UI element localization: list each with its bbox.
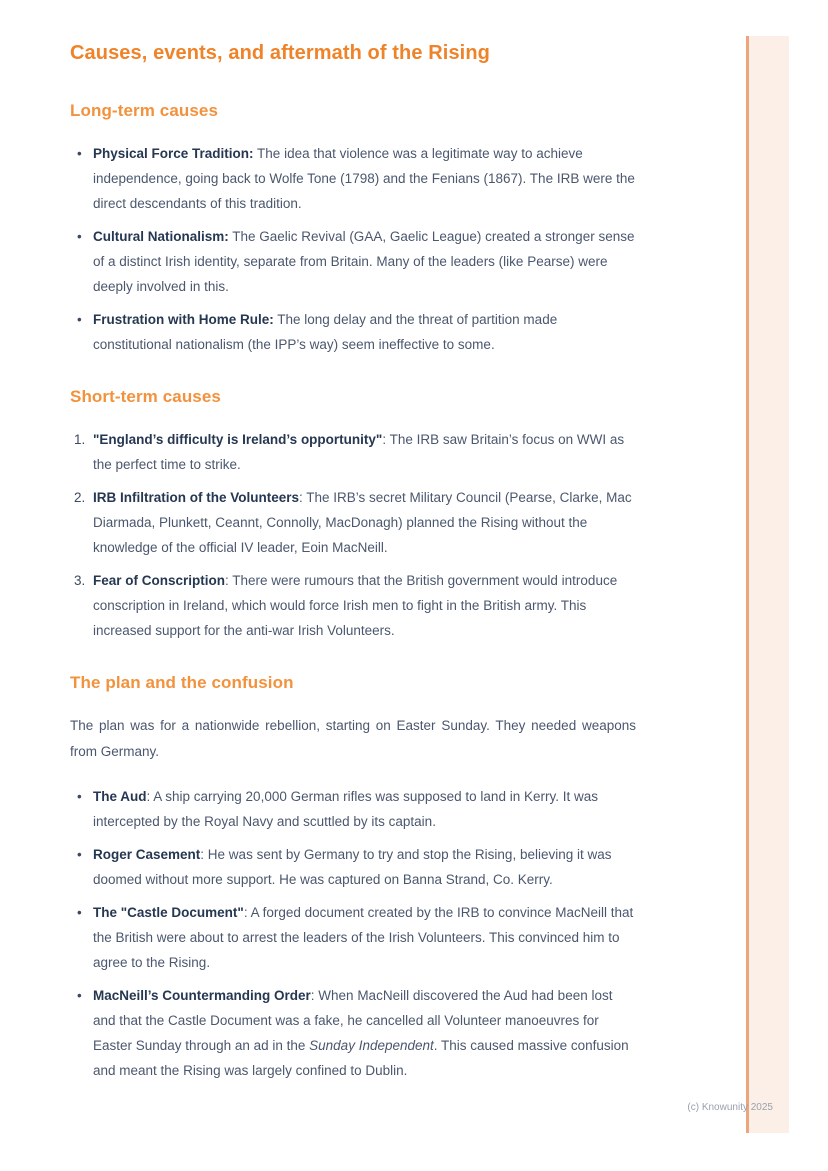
item-body-text: : The IRB saw Britain’s focus on WWI as the perfect time to strike. bbox=[93, 432, 625, 472]
intro-paragraph: The plan was for a nationwide rebellion, starting on Easter Sunday. They needed weapons from Germany. bbox=[70, 718, 636, 759]
item-body-text: : When MacNeill discovered the Aud had been lost and that the Castle Document was a fake, he cancelled all Volunteer manoeuvres for Easter Sunday through an ad in the bbox=[93, 988, 613, 1053]
item-bold-lead: IRB Infiltration of the Volunteers bbox=[93, 490, 300, 505]
item-body-text: : A forged document created by the IRB to convince MacNeill that the British were about to arrest the leaders of the Irish Volunteers. This convinced him to agree to the Rising. bbox=[93, 905, 634, 970]
list-item bbox=[70, 983, 636, 1083]
page-edge-accent-bar bbox=[746, 36, 789, 1133]
item-bold-lead: Fear of Conscription bbox=[93, 573, 226, 588]
item-body-text: : He was sent by Germany to try and stop the Rising, believing it was doomed without more support. He was captured on Banna Strand, Co. Kerry. bbox=[93, 847, 612, 887]
item-body-text: : There were rumours that the British government would introduce conscription in Ireland, which would force Irish men to fight in the British army. This increased support for the anti-war Irish Volunteers. bbox=[93, 573, 618, 638]
item-bold-lead: Physical Force Tradition: bbox=[93, 146, 254, 161]
page-title: Causes, events, and aftermath of the Rising bbox=[70, 42, 490, 64]
item-body-text: : A ship carrying 20,000 German rifles was supposed to land in Kerry. It was intercepted by the Royal Navy and scuttled by its captain. bbox=[93, 789, 598, 829]
item-bold-lead: Cultural Nationalism: bbox=[93, 229, 229, 244]
bullet-marker: • bbox=[77, 229, 82, 244]
item-text bbox=[93, 307, 636, 357]
item-bold-lead: Frustration with Home Rule: bbox=[93, 312, 274, 327]
list-item bbox=[70, 784, 636, 834]
bullet-list bbox=[70, 784, 636, 1083]
item-bold-lead: Roger Casement bbox=[93, 847, 201, 862]
item-italic-text: Sunday Independent bbox=[309, 1038, 434, 1053]
bullet-marker: • bbox=[77, 789, 82, 804]
bullet-marker: • bbox=[77, 905, 82, 920]
item-bold-lead: The Aud bbox=[93, 789, 147, 804]
item-bold-lead: MacNeill’s Countermanding Order bbox=[93, 988, 311, 1003]
bullet-marker: • bbox=[77, 847, 82, 862]
footer-credit: (c) Knowunity 2025 bbox=[687, 1102, 773, 1113]
bullet-list bbox=[70, 141, 636, 357]
document-content bbox=[70, 41, 636, 1112]
item-body-text: The long delay and the threat of partition made constitutional nationalism (the IPP’s way) seem ineffective to some. bbox=[93, 312, 558, 352]
number-marker: 2. bbox=[74, 490, 86, 505]
item-bold-lead: The "Castle Document" bbox=[93, 905, 244, 920]
item-body-text-after: . This caused massive confusion and meant the Rising was largely confined to Dublin. bbox=[93, 1038, 629, 1078]
item-text bbox=[93, 224, 636, 299]
list-item bbox=[70, 842, 636, 892]
item-text bbox=[93, 141, 636, 216]
item-text bbox=[93, 900, 636, 975]
item-text bbox=[93, 485, 636, 560]
number-marker: 3. bbox=[74, 573, 86, 588]
list-item bbox=[70, 427, 636, 477]
section-short-term-causes bbox=[70, 386, 636, 643]
item-text bbox=[93, 784, 636, 834]
list-item bbox=[70, 485, 636, 560]
section-heading: Long-term causes bbox=[70, 101, 219, 120]
bullet-marker: • bbox=[77, 312, 82, 327]
numbered-list bbox=[70, 427, 636, 643]
item-text bbox=[93, 983, 636, 1083]
item-text bbox=[93, 568, 636, 643]
item-body-text: : The IRB’s secret Military Council (Pearse, Clarke, Mac Diarmada, Plunkett, Ceannt, Connolly, MacDonagh) planned the Rising without the knowledge of the official IV leader, Eoin MacNeill. bbox=[93, 490, 632, 555]
list-item bbox=[70, 141, 636, 216]
list-item bbox=[70, 224, 636, 299]
section-heading: The plan and the confusion bbox=[70, 673, 294, 692]
item-text bbox=[93, 842, 636, 892]
bullet-marker: • bbox=[77, 988, 82, 1003]
section-plan-and-confusion bbox=[70, 672, 636, 1083]
section-long-term-causes bbox=[70, 100, 636, 357]
list-item bbox=[70, 568, 636, 643]
list-item bbox=[70, 307, 636, 357]
item-bold-lead: "England’s difficulty is Ireland’s opportunity" bbox=[93, 432, 383, 447]
number-marker: 1. bbox=[74, 432, 86, 447]
bullet-marker: • bbox=[77, 146, 82, 161]
item-text bbox=[93, 427, 636, 477]
list-item bbox=[70, 900, 636, 975]
section-heading: Short-term causes bbox=[70, 387, 221, 406]
item-body-text: The Gaelic Revival (GAA, Gaelic League) created a stronger sense of a distinct Irish identity, separate from Britain. Many of the leaders (like Pearse) were deeply involved in this. bbox=[93, 229, 635, 294]
item-body-text: The idea that violence was a legitimate way to achieve independence, going back to Wolfe Tone (1798) and the Fenians (1867). The IRB were the direct descendants of this tradition. bbox=[93, 146, 635, 211]
